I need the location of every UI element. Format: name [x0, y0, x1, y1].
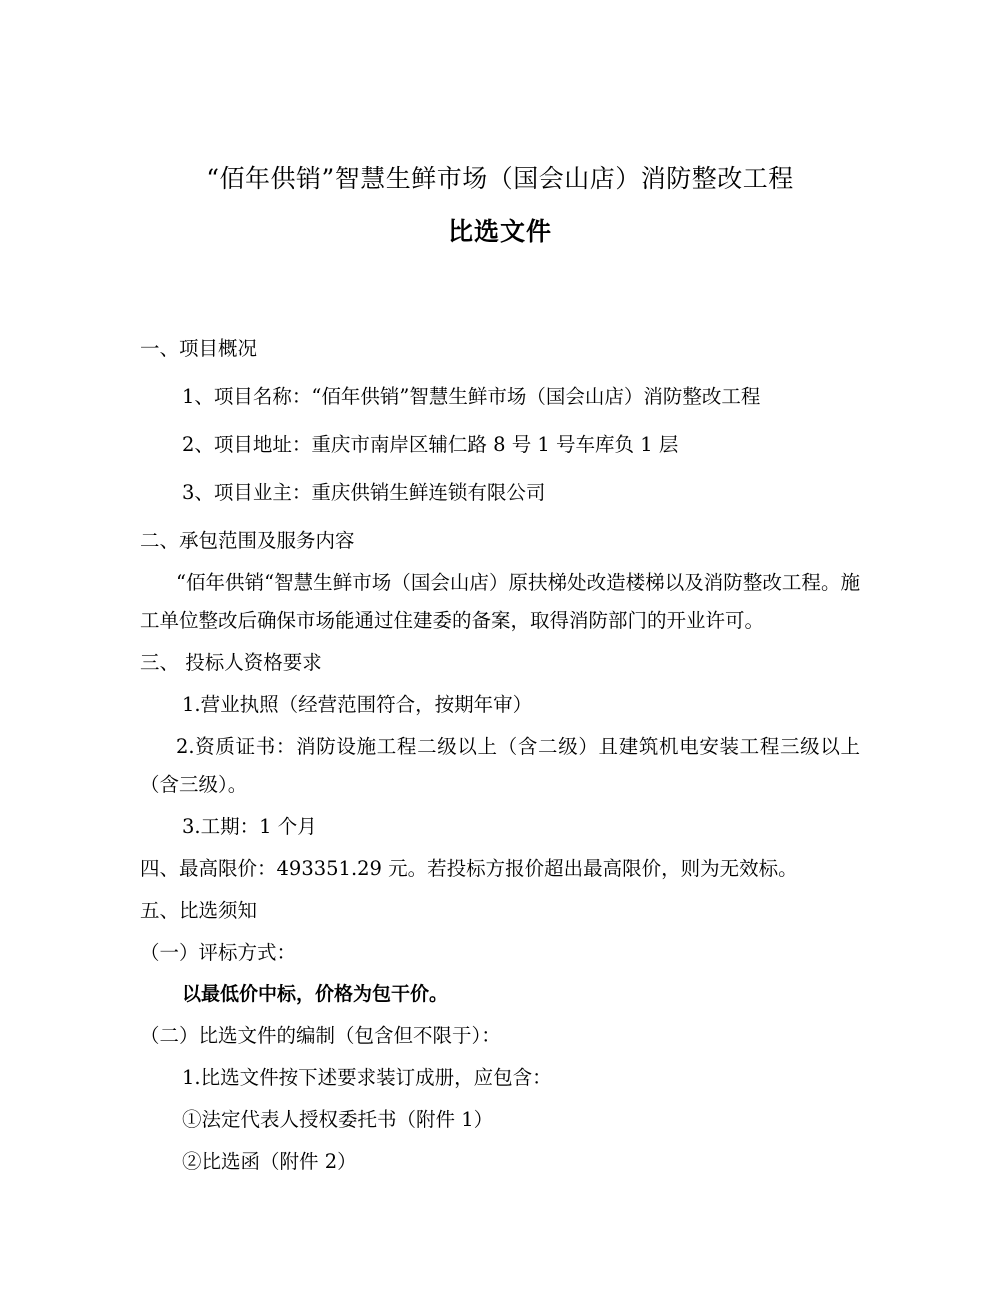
heading-evaluation-method: （一）评标方式：	[140, 940, 297, 964]
heading-document-preparation: （二）比选文件的编制（包含但不限于）：	[140, 1023, 501, 1047]
top-spacer	[140, 0, 860, 160]
paragraph-scope: “佰年供销“智慧生鲜市场（国会山店）原扶梯处改造楼梯以及消防整改工程。施工单位整改后确保市场能通过住建委的备案，取得消防部门的开业许可。	[140, 570, 860, 632]
heading-section-5: 五、比选须知	[140, 898, 258, 922]
heading-section-2: 二、承包范围及服务内容	[140, 528, 355, 552]
heading-section-4: 四、最高限价：493351.29 元。若投标方报价超出最高限价，则为无效标。	[140, 856, 798, 880]
document-body	[140, 330, 860, 1181]
document-subtitle: 比选文件	[447, 216, 552, 246]
item-binding-requirement: 1.比选文件按下述要求装订成册，应包含：	[182, 1065, 552, 1089]
item-duration: 3.工期：1 个月	[182, 814, 317, 838]
page-title: “佰年供销”智慧生鲜市场（国会山店）消防整改工程	[206, 164, 794, 193]
item-attachment-1: ①法定代表人授权委托书（附件 1）	[182, 1107, 494, 1131]
item-qualification-license: 1.营业执照（经营范围符合，按期年审）	[182, 692, 533, 716]
item-project-address: 2、项目地址：重庆市南岸区辅仁路 8 号 1 号车库负 1 层	[182, 432, 679, 456]
item-project-name: 1、项目名称：“佰年供销”智慧生鲜市场（国会山店）消防整改工程	[182, 384, 761, 408]
item-project-owner: 3、项目业主：重庆供销生鲜连锁有限公司	[182, 480, 546, 504]
heading-section-3: 三、 投标人资格要求	[140, 650, 322, 674]
item-attachment-2: ②比选函（附件 2）	[182, 1149, 357, 1173]
evaluation-method-emphasis: 以最低价中标，价格为包干价。	[182, 982, 449, 1005]
heading-section-1: 一、项目概况	[140, 336, 258, 360]
item-qualification-certificate: 2.资质证书：消防设施工程二级以上（含二级）且建筑机电安装工程三级以上（含三级）。	[140, 734, 860, 796]
